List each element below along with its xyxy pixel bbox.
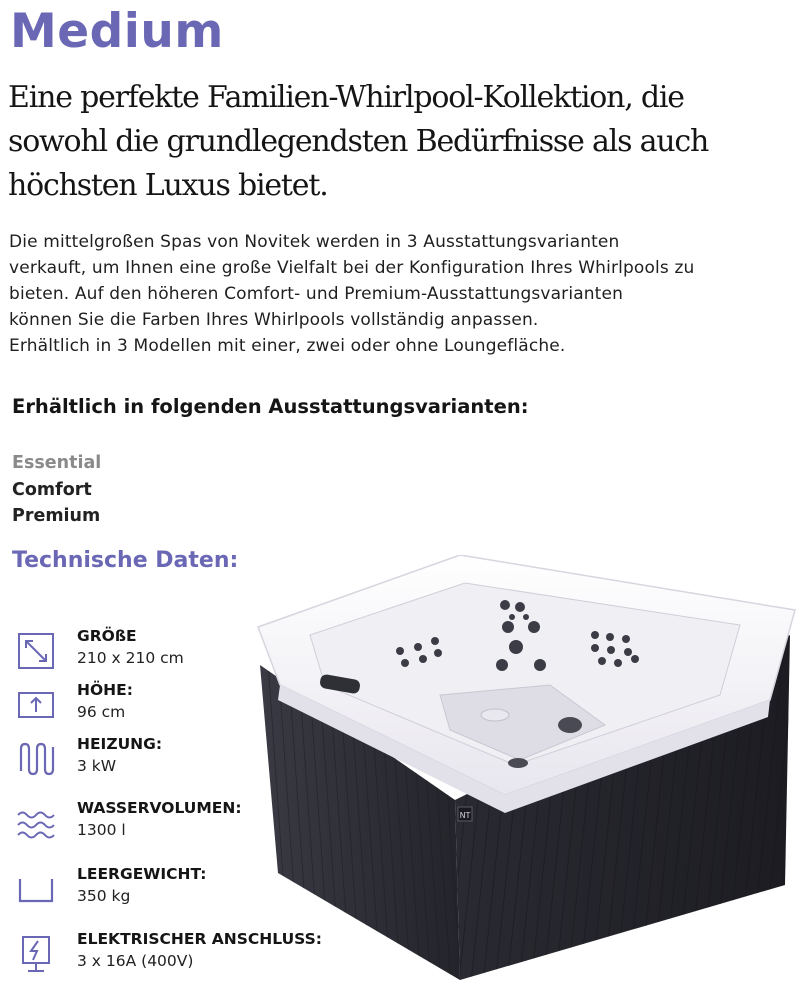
resize-arrows-icon [16, 631, 56, 671]
spec-value: 350 kg [77, 887, 131, 905]
tub-badge: NT [459, 811, 471, 820]
spec-value: 96 cm [77, 703, 126, 721]
variants-heading: Erhältlich in folgenden Ausstattungsvarianten: [12, 395, 529, 418]
height-arrow-icon [16, 685, 56, 725]
spec-label: HEIZUNG: [77, 735, 163, 753]
description-line: verkauft, um Ihnen eine große Vielfalt bei der Konfiguration Ihres Whirlpools zu [9, 258, 695, 278]
description-line: können Sie die Farben Ihres Whirlpools vollständig anpassen. [9, 310, 539, 330]
variant-premium[interactable]: Premium [12, 506, 101, 526]
description-line: bieten. Auf den höheren Comfort- und Premium-Ausstattungsvarianten [9, 284, 624, 304]
tech-heading: Technische Daten: [12, 548, 239, 573]
variants-list [12, 450, 101, 530]
page-subtitle: Eine perfekte Familien-Whirlpool-Kollektion, die sowohl die grundlegendsten Bedürfnisse als auch höchsten Luxus bietet. [8, 80, 709, 203]
spec-value: 3 x 16A (400V) [77, 952, 194, 970]
variant-comfort[interactable]: Comfort [12, 479, 92, 500]
description-line: Erhältlich in 3 Modellen mit einer, zwei oder ohne Loungefläche. [9, 336, 566, 356]
spec-value: 210 x 210 cm [77, 649, 184, 667]
empty-weight-icon [16, 869, 56, 909]
spec-label: HÖHE: [77, 681, 133, 699]
spec-label: GRÖßE [77, 627, 137, 645]
spec-label: LEERGEWICHT: [77, 865, 207, 883]
heating-coil-icon [16, 739, 56, 779]
electric-plug-icon [16, 934, 56, 974]
variant-essential[interactable]: Essential [12, 453, 102, 473]
spec-label: ELEKTRISCHER ANSCHLUSS: [77, 930, 322, 948]
spec-value: 1300 l [77, 821, 126, 839]
spec-value: 3 kW [77, 757, 117, 775]
description-line: Die mittelgroßen Spas von Novitek werden in 3 Ausstattungsvarianten [9, 232, 620, 252]
description [9, 229, 799, 359]
page-title: Medium [10, 4, 224, 59]
water-waves-icon [16, 803, 56, 843]
hot-tub-image [250, 555, 798, 983]
spec-label: WASSERVOLUMEN: [77, 799, 242, 817]
